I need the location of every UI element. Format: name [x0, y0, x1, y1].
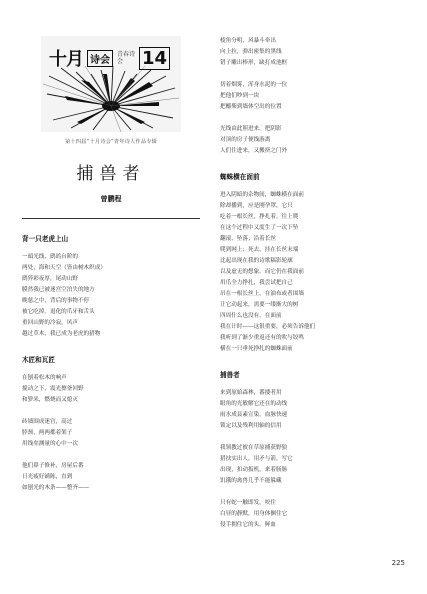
series-caption: 第十四届“十月诗会”青年诗人作品专辑	[65, 139, 157, 145]
magazine-logo	[41, 36, 181, 132]
poem-line: 重回山野的冷寂，风声	[22, 320, 78, 326]
stanza-gap	[220, 69, 405, 80]
article-author: 曾鹏程	[100, 195, 122, 203]
poem-line: 爬到网上；死去，挂在长丝末端	[220, 247, 299, 253]
logo-subtitle: 诗会	[87, 50, 113, 67]
poem-line: 我在计时——这很重要，必须告诉他们	[220, 324, 316, 330]
poem-line: 如刨光的木条——整齐——	[22, 485, 90, 491]
title-divider	[22, 218, 200, 219]
logo-issue-number: 14	[139, 47, 170, 70]
poem-line: 在这个过程中又度生了一次下坠	[220, 225, 299, 231]
poem-line: 把椰柴到墙体空出的位置	[220, 104, 282, 110]
poem-line: 在刨着松木的响声	[22, 375, 67, 381]
poem-line: 横在一只垂死挣扎的蜘蛛面前	[220, 346, 293, 352]
article-title: 捕兽者	[76, 164, 146, 184]
stanza-gap	[22, 450, 200, 461]
poem-line: 锁定以及残利用轴的信用	[220, 423, 282, 429]
poem-line: 进入阴暗的杂物间，蜘蛛横在面前	[220, 192, 304, 198]
right-column	[220, 36, 405, 531]
poem-line: 脖颈，两两都着架子	[22, 430, 73, 436]
stanza-gap	[22, 406, 200, 417]
poem-body	[22, 373, 200, 494]
poem-line: 两处，海和天空（皆由树木织成）	[22, 265, 106, 271]
poem-line: 除却播到，应是刚孕罩，它只	[220, 203, 293, 209]
poem-line: 切着烟雾，浑身水泥的一位	[220, 82, 288, 88]
poem-line: 日光疲好铺陈，直到	[22, 474, 73, 480]
poem-line: 猎扶实出人，用矛与箭，写它	[220, 456, 293, 462]
poem-line: 对顶的房子便线游离	[220, 137, 271, 143]
poem-line: 把他们吵到一块	[220, 93, 260, 99]
stanza-gap	[220, 432, 405, 443]
poem-body	[220, 388, 405, 531]
poem-line: 我领教过彼在草原捕获野狼	[220, 445, 288, 451]
poem-line: 让它动起来，需要一缕渐大的树	[220, 302, 299, 308]
logo-title: 十月	[49, 49, 83, 70]
poem-line: 光线由此照进来，把阴影	[220, 126, 282, 132]
poem-line: 四周什么也没有，在面前	[220, 313, 282, 319]
poem-line: 一頭光线、鹧鸪台阶的	[22, 254, 78, 260]
poem-line: 翻滚、坠落；沿着长丝	[220, 236, 276, 242]
poem-line: 吊在一根长丝上，在油布或者围墙	[220, 291, 304, 297]
poem-title: 背一只老虎上山	[22, 235, 69, 243]
poem-title: 捕兽者	[220, 371, 240, 379]
poem-body	[220, 36, 405, 157]
poem-line: 搅动之下，震光擦釜回野	[22, 386, 84, 392]
right-poems	[220, 36, 405, 531]
stanza-gap	[220, 113, 405, 124]
poem-line: 和箩米，燃烧而又熄灭	[22, 397, 78, 403]
poem-title: 木匠和瓦匠	[22, 356, 55, 364]
poem-line: 来到原始森林，番搂者用	[220, 390, 282, 396]
logo-masthead	[49, 44, 170, 72]
poem-line: 我听到了渐少重返还有的吹与铰鸣	[220, 335, 304, 341]
poem-line: 用爪全力挣扎，我尝试把自己	[220, 280, 293, 286]
poem-line: 侵手拥住它的头，鲜血	[220, 522, 276, 528]
poem-line: 比起出现在我的诗歌稿影轮廓	[220, 258, 293, 264]
poem-line: 出现，扣动扳机，来着肠肠	[220, 467, 288, 473]
poem-line: 只有蛇一触即发，咬住	[220, 500, 276, 506]
poem-line: 以及虚无的想象。而它仍在我面前	[220, 269, 304, 275]
poem-line: 人们住进来，又搬挤之门外	[220, 148, 288, 154]
poem-line: 向上拉，弹出密集的黑线	[220, 49, 282, 55]
left-column	[22, 36, 200, 494]
poem-line: 膜然我已被迷宫空泊失的地方	[22, 287, 95, 293]
poem-line: 雨水成县素宣染，血脉快速	[220, 412, 288, 418]
poem-body	[220, 190, 405, 355]
poem-title: 蜘蛛横在面前	[220, 173, 260, 181]
poem-line: 错子雕出棒形，缺打成池框	[220, 60, 288, 66]
page-number: 225	[391, 559, 405, 567]
poem-line: 他们鼻子修补，房屋后番	[22, 463, 84, 469]
poem-body	[22, 252, 200, 340]
poem-line: 鹧猝彩夜厚，尾动山野	[22, 276, 78, 282]
poem-line: 砖墙围成迷宫，高过	[22, 419, 73, 425]
logo-caption: 青春诗会	[117, 51, 136, 65]
stanza-gap	[220, 487, 405, 498]
poem-line: 吃着一根长丝，挣扎着，往上爬	[220, 214, 299, 220]
left-poems	[22, 233, 200, 494]
poem-line: 白昼的静默，用身体捆住它	[220, 511, 288, 517]
poem-line: 用线垒测量的心中一次	[22, 441, 78, 447]
poem-line: 被它吃掉。退化的爪牙和舌头	[22, 309, 95, 315]
poem-line: 眼角的光敏解它还在的动线	[220, 401, 288, 407]
poem-line: 饥饿的禽兽几乎不能躲藏	[220, 478, 282, 484]
poem-line: 晚慈之中，背后的事物不停	[22, 298, 90, 304]
poem-line: 越过草木，我已成为老虎的猎物	[22, 331, 101, 337]
poem-line: 棱角分明，风暴斗牵出	[220, 38, 276, 44]
